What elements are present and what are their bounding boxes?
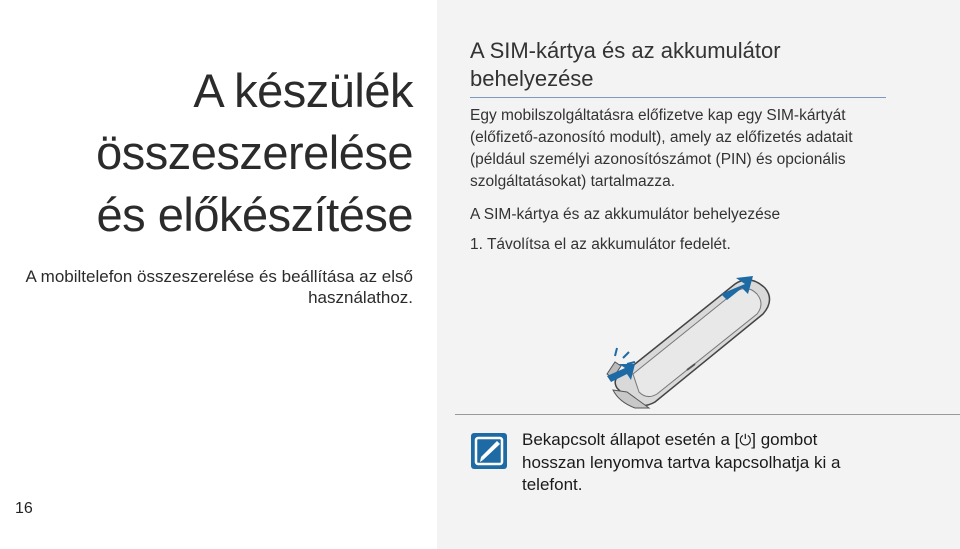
left-panel (0, 0, 437, 549)
note-text-before: Bekapcsolt állapot esetén a [ (522, 430, 740, 449)
press-marks-icon (615, 348, 635, 364)
note-pencil-icon (471, 433, 507, 469)
subheading: A SIM-kártya és az akkumulátor behelyezése (470, 206, 781, 223)
chapter-title-line-2: összeszerelése (96, 126, 413, 179)
note-text-after: ] gombot hosszan lenyomva tartva kapcsolhatja ki a telefont. (522, 430, 841, 494)
chapter-title-line-1: A készülék (193, 64, 413, 117)
power-icon: ⏻ (739, 432, 752, 449)
intro-paragraph: Egy mobilszolgáltatásra előfizetve kap egy SIM-kártyát (előfizető-azonosító modult), amely az előfizetés adatait (például személyi azonosítószámot (PIN) és opcionális szolgáltatásokat) tartalmazza. (470, 107, 853, 190)
section-divider (470, 97, 886, 98)
page-number: 16 (15, 500, 33, 517)
step-1: 1. Távolítsa el az akkumulátor fedelét. (470, 236, 731, 253)
chapter-title-line-3: és előkészítése (96, 188, 413, 241)
phone-battery-cover-illustration (585, 262, 785, 412)
phone-icon (607, 280, 770, 408)
note-text (522, 429, 882, 496)
chapter-title (3, 60, 413, 246)
chapter-subtitle: A mobiltelefon összeszerelése és beállítása az első használathoz. (25, 267, 413, 307)
note-divider (455, 414, 960, 415)
section-title: A SIM-kártya és az akkumulátor behelyezése (470, 38, 781, 91)
